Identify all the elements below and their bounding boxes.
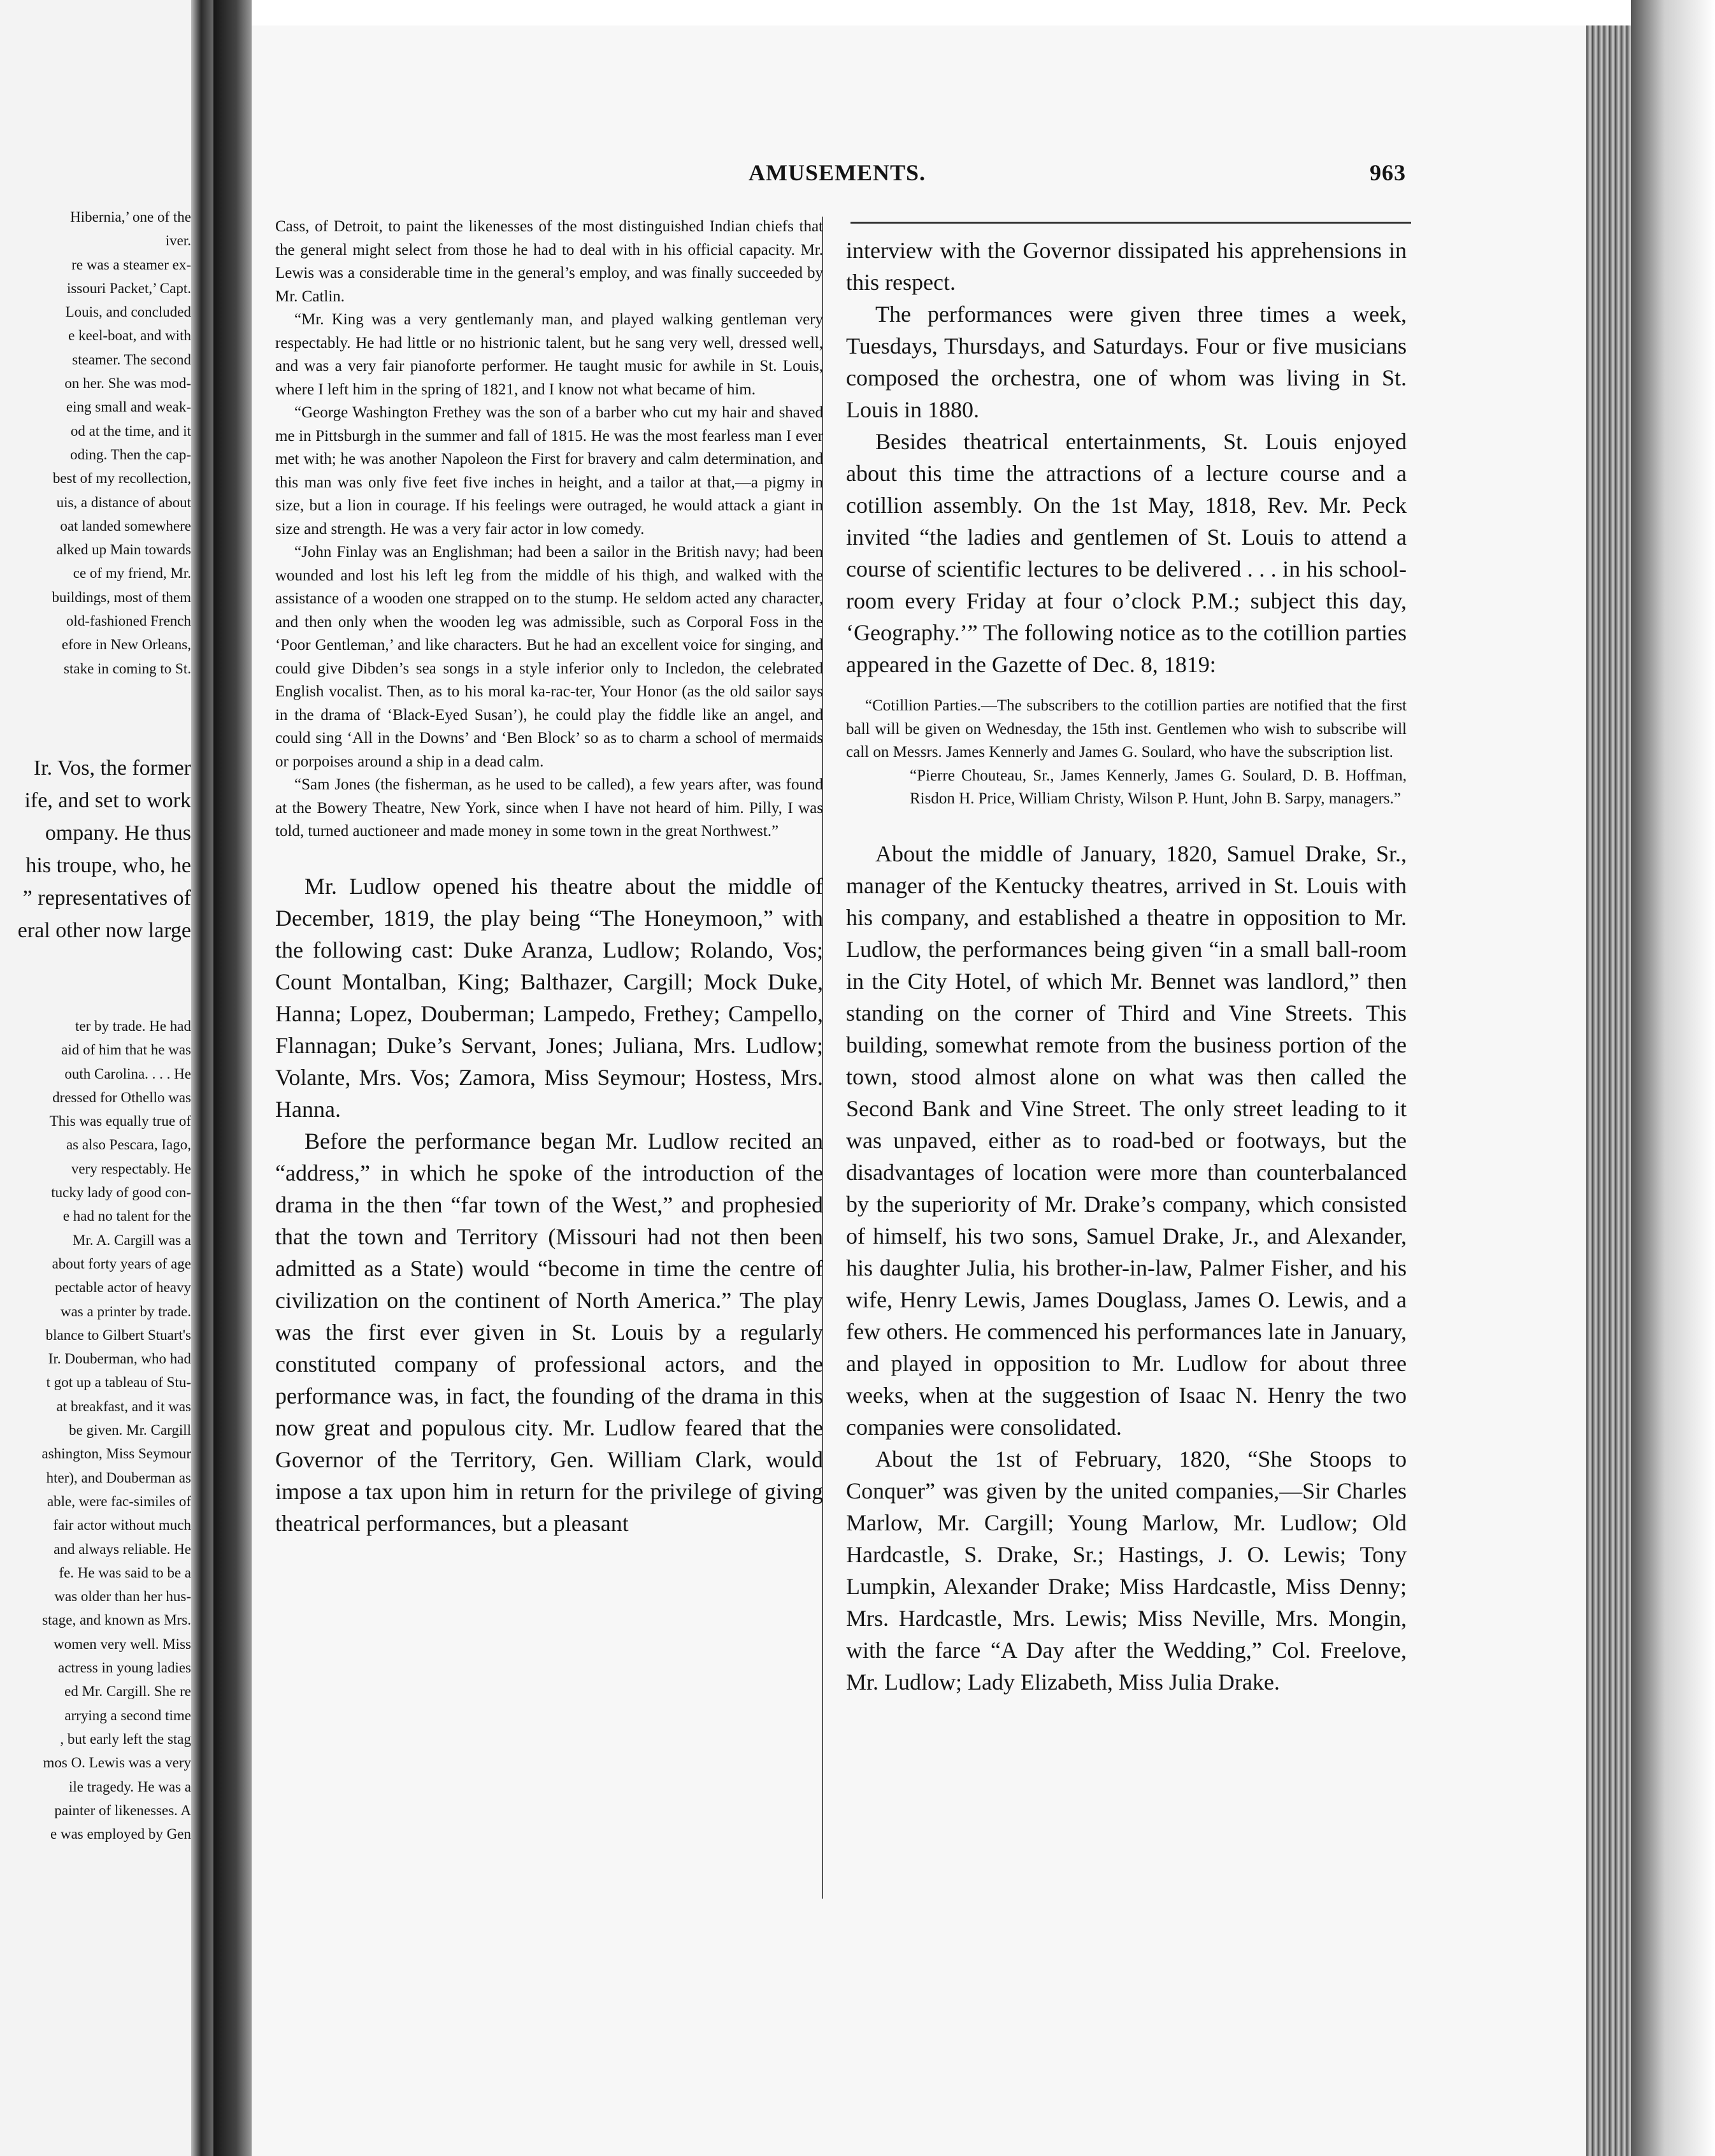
she-stoops-paragraph: About the 1st of February, 1820, “She Stoops to Conquer” was given by the united companies,—Sir Charles Marlow, Mr. Cargill; Young Marlow, Mr. Ludlow; Old Hardcastle, S. Drake, Sr.; Hastings, J. O. Lewis; Tony Lumpkin, Alexander Drake; Miss Hardcastle, Miss Denny; Mrs. Hardcastle, Mrs. Lewis; Miss Neville, Mrs. Mongin, with the farce “A Day after the Wedding,” Col. Freelove, Mr. Ludlow; Lady Elizabeth, Miss Julia Drake. [846,1446,1407,1695]
facing-page-line: as also Pescara, Iago, [66,1137,191,1153]
page-number: 963 [1370,160,1406,185]
facing-page-line: eing small and weak- [66,399,191,415]
facing-page-line: ed Mr. Cargill. She re [64,1683,191,1700]
facing-page-line: dressed for Othello was [52,1089,191,1105]
running-head-title: AMUSEMENTS. [749,160,926,185]
facing-page-line: tucky lady of good con- [51,1184,191,1201]
facing-page-line: Ir. Vos, the former [33,756,191,780]
facing-page-line: at breakfast, and it was [56,1398,191,1414]
facing-page-line: ashington, Miss Seymour [41,1446,191,1462]
quote-paragraph-finlay: “John Finlay was an Englishman; had been a sailor in the British navy; had been wounded and lost his left leg from the middle of his thigh, and walked with the assistance of a wooden one strapped on to the stump. He seldom acted any character, and then only when the wooden leg was admissible, such as Corporal Foss in the ‘Poor Gentleman,’ and like characters. But he had an excellent voice for singing, and could give Dibden’s sea songs in a style inferior only to Incledon, the celebrated English vocalist. Then, as to his moral ka-rac-ter, Your Honor (as the old sailor says in the drama of ‘Black-Eyed Susan’), he could play the fiddle like an angel, and could sing ‘All in the Downs’ and ‘Ben Block’ so as to charm a school of mermaids or porpoises around a ship in a dead calm. [275,543,823,770]
facing-page-line: mos O. Lewis was a very [43,1755,191,1771]
facing-page-top-lines [0,205,191,680]
facing-page-line: actress in young ladies [58,1660,191,1676]
quote-paragraph-jones: “Sam Jones (the fisherman, as he used to be called), a few years after, was found at the Bowery Theatre, New York, since when I have not heard of him. Pilly, I was told, turned auctioneer and made money in some town in the great Northwest.” [275,776,823,840]
facing-page-line: about forty years of age [52,1255,191,1272]
facing-page-line: ompany. He thus [45,821,191,845]
facing-page-line: was a printer by trade. [60,1303,191,1319]
page-edge-shadow [1631,0,1715,2156]
facing-page-line: best of my recollection, [52,470,191,487]
facing-page-line: alked up Main towards [56,542,191,558]
facing-page-line: Ir. Douberman, who had [48,1351,191,1367]
facing-page-line: painter of likenesses. A [54,1802,191,1818]
facing-page-line: on her. She was mod- [64,375,191,392]
facing-page-line: oat landed somewhere [60,517,191,534]
facing-page [0,0,213,2156]
right-text-column [846,234,1407,1698]
facing-page-line: stage, and known as Mrs. [42,1612,191,1628]
page-stack-edge [1586,25,1631,2156]
cotillion-notice: “Cotillion Parties.—The subscribers to the cotillion parties are notified that the first ball will be given on Wednesday, the 15th inst. Gentlemen who wish to subscribe will call on Messrs. James Kennerly and James G. Soulard, who have the subscription list. [846,697,1407,761]
book-spine [213,0,252,2156]
facing-page-line: outh Carolina. . . . He [64,1065,191,1082]
facing-page-line: This was equally true of [49,1113,191,1130]
facing-page-line: e was employed by Gen [50,1826,191,1843]
facing-page-line: Mr. A. Cargill was a [72,1232,191,1248]
facing-page-line: and always reliable. He [54,1541,191,1557]
facing-page-line: be given. Mr. Cargill [69,1422,191,1439]
drake-company-paragraph: About the middle of January, 1820, Samuel Drake, Sr., manager of the Kentucky theatres, arrived in St. Louis with his company, and established a theatre in opposition to Mr. Ludlow, the performances being given “in a small ball-room in the City Hotel, of which Mr. Bennet was landlord,” then standing on the corner of Third and Vine Streets. This building, somewhat remote from the business portion of the town, stood almost alone on what was then called the Second Bank and Vine Street. The only street leading to it was unpaved, either as to road-bed or footways, but the disadvantages of location were more than counterbalanced by the superiority of Mr. Drake’s company, which consisted of himself, his two sons, Samuel Drake, Jr., and Alexander, his daughter Julia, his brother-in-law, Palmer Fisher, and his wife, Henry Lewis, James Douglass, James O. Lewis, and a few others. He commenced his performances late in January, and played in opposition to Mr. Ludlow for about three weeks, when at the suggestion of Isaac N. Henry the two companies were consolidated. [846,840,1407,1440]
facing-page-line: aid of him that he was [61,1042,191,1058]
facing-page-line: efore in New Orleans, [61,636,191,653]
facing-page-line: arrying a second time [64,1707,191,1723]
facing-page-line: ife, and set to work [24,789,191,812]
lecture-course-paragraph: Besides theatrical entertainments, St. Louis enjoyed about this time the attractions of a lecture course and a cotillion assembly. On the 1st May, 1818, Rev. Mr. Peck invited “the ladies and gentlemen of St. Louis to attend a course of scientific lectures to be delivered . . . in his school-room every Friday at four o’clock P.M.; subject this day, ‘Geography.’” The following notice as to the cotillion parties appeared in the Gazette of Dec. 8, 1819: [846,429,1407,677]
left-text-column [275,215,823,1539]
facing-page-line: issouri Packet,’ Capt. [66,280,191,296]
facing-page-line: uis, a distance of about [56,494,191,510]
governor-interview-paragraph: interview with the Governor dissipated his apprehensions in this respect. [846,238,1407,295]
facing-page-line: ce of my friend, Mr. [73,565,191,582]
facing-page-line: ter by trade. He had [75,1018,191,1034]
facing-page-line: his troupe, who, he [25,854,191,877]
facing-page-line: blance to Gilbert Stuart's [45,1326,191,1343]
facing-page-line: hter), and Douberman as [46,1469,191,1486]
facing-page-line: Hibernia,’ one of the [70,209,191,225]
facing-page-line: old-fashioned French [66,613,191,629]
address-paragraph: Before the performance began Mr. Ludlow recited an “address,” in which he spoke of the introduction of the drama in the then “far town of the West,” and prophesied that the town and Territory (Missouri had not then been admitted as a State) would “become in time the centre of civilization on the continent of North America.” The play was the first ever given in St. Louis by a regularly constituted company of professional actors, and the performance was, in fact, the founding of the drama in this now great and populous city. Mr. Ludlow feared that the Governor of the Territory, Gen. William Clark, would impose a tax upon him in return for the privilege of giving theatrical performances, but a pleasant [275,1128,823,1536]
quote-paragraph-lewis: Cass, of Detroit, to paint the likenesses of the most distinguished Indian chiefs that the general might select from those he had to deal with in his official capacity. Mr. Lewis was a considerable time in the general’s employ, and was finally succeeded by Mr. Catlin. [275,218,823,305]
facing-page-line: iver. [165,233,191,249]
facing-page-line: buildings, most of them [52,589,191,605]
facing-page-line: eral other now large [17,919,191,942]
facing-page-large-lines [0,752,191,947]
facing-page-line: very respectably. He [71,1160,191,1177]
facing-page-line: t got up a tableau of Stu- [46,1374,191,1391]
facing-page-line: women very well. Miss [54,1635,191,1652]
quote-paragraph-frethey: “George Washington Frethey was the son of a barber who cut my hair and shaved me in Pittsburgh in the summer and fall of 1815. He was the most fearless man I ever met with; he was another Napoleon the First for bravery and calm determination, and this man was only five feet five inches in height, and a tailor at that,—a pigmy in size, but a lion in courage. If his feelings were outraged, he would attack a giant in size and strength. He was a very fair actor in low comedy. [275,404,823,538]
facing-page-line: fe. He was said to be a [59,1564,191,1581]
facing-page-line: , but early left the stag [60,1730,191,1747]
facing-page-line: was older than her hus- [54,1588,191,1605]
facing-page-line: e had no talent for the [62,1208,191,1225]
facing-page-line: steamer. The second [72,351,191,368]
facing-page-line: od at the time, and it [70,422,191,439]
facing-page-line: able, were fac-similes of [47,1493,191,1509]
facing-page-line: ” representatives of [22,886,191,910]
facing-page-line: Louis, and concluded [65,304,191,320]
facing-page-line: fair actor without much [53,1517,191,1534]
facing-page-line: oding. Then the cap- [70,446,191,463]
cotillion-managers: “Pierre Chouteau, Sr., James Kennerly, James G. Soulard, D. B. Hoffman, Risdon H. Price, William Christy, Wilson P. Hunt, John B. Sarpy, managers.” [910,766,1407,807]
performances-paragraph: The performances were given three times a week, Tuesdays, Thursdays, and Saturdays. Four or five musicians composed the orchestra, one of whom was living in St. Louis in 1880. [846,301,1407,422]
facing-page-gutter-shadow [191,0,213,2156]
cast-paragraph: Mr. Ludlow opened his theatre about the middle of December, 1819, the play being “The Honeymoon,” with the following cast: Duke Aranza, Ludlow; Rolando, Vos; Count Montalban, King; Balthazer, Cargill; Mock Duke, Hanna; Lopez, Douberman; Lampedo, Frethey; Campello, Flannagan; Duke’s Servant, Jones; Juliana, Mrs. Ludlow; Volante, Mrs. Vos; Zamora, Miss Seymour; Hostess, Mrs. Hanna. [275,873,823,1122]
facing-page-line: re was a steamer ex- [71,256,191,273]
facing-page-line: stake in coming to St. [64,660,191,677]
facing-page-line: ile tragedy. He was a [68,1778,191,1795]
facing-page-line: pectable actor of heavy [55,1279,191,1296]
facing-page-line: e keel-boat, and with [68,327,191,344]
header-rule [850,222,1411,224]
quote-paragraph-king: “Mr. King was a very gentlemanly man, and played walking gentleman very respectably. He had little or no histrionic talent, but he sang very well, dressed well, and was a very fair pianoforte performer. He taught music for awhile in St. Louis, where I left him in the spring of 1821, and I know not what became of him. [275,311,823,398]
facing-page-bottom-lines [0,1014,191,1846]
